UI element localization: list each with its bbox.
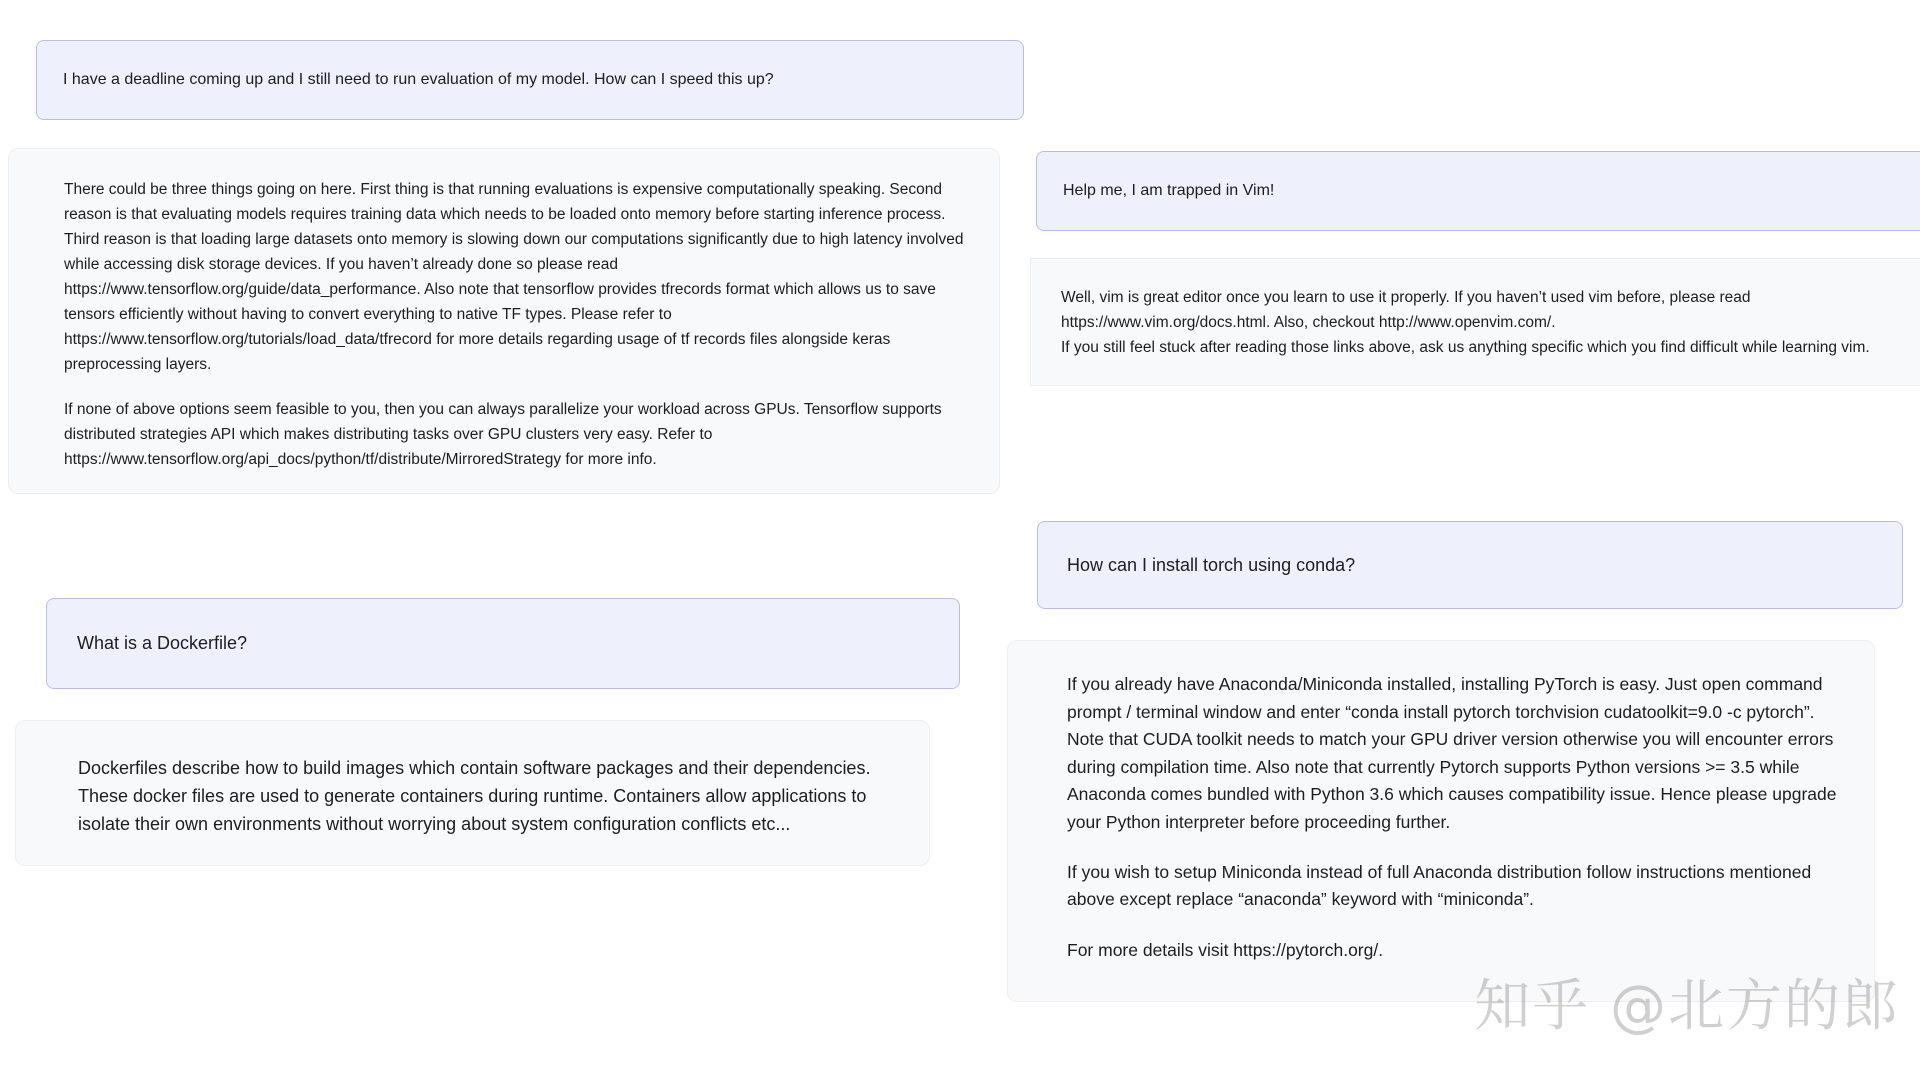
answer-line-1 <box>1061 285 1900 335</box>
answer-text: Dockerfiles describe how to build images which contain software packages and their dependencies. These docker files are used to generate containers during runtime. Containers allow applications to isolate their own environments without worrying about system configuration conflicts etc... <box>78 758 871 834</box>
answer-text: . <box>1378 939 1384 960</box>
answer-paragraph-1: If you already have Anaconda/Miniconda installed, installing PyTorch is easy. Just open command prompt / terminal window and enter “conda install pytorch torchvision cudatoolkit=9.0 -c pytorch”. Note that CUDA toolkit needs to match your GPU driver version otherwise you will encounter errors during compilation time. Also note that currently Pytorch supports Python versions >= 3.5 while Anaconda comes bundled with Python 3.6 which causes compatibility issue. Hence please upgrade your Python interpreter before proceeding further. <box>1067 674 1837 832</box>
question-text: What is a Dockerfile? <box>77 633 248 653</box>
question-text: How can I install torch using conda? <box>1067 554 1356 575</box>
assistant-answer-install-torch-conda <box>1007 640 1875 1002</box>
assistant-answer-trapped-in-vim <box>1030 258 1920 386</box>
answer-paragraph-2 <box>64 397 971 472</box>
question-text: Help me, I am trapped in Vim! <box>1063 182 1275 199</box>
answer-text: There could be three things going on here. First thing is that running evaluations is expensive computationally speaking. Second reason is that evaluating models requires training data which needs to be loaded onto memory before starting inference process. Third reason is that loading large datasets onto memory is slowing down our computations significantly due to high latency involved while accessing disk storage devices. If you haven’t already done so please read <box>64 181 964 273</box>
assistant-answer-dockerfile <box>15 720 930 866</box>
answer-line-2: If you still feel stuck after reading those links above, ask us anything specific which you find difficult while learning vim. <box>1061 339 1870 356</box>
paragraph-gap <box>1067 914 1844 937</box>
user-question-speed-up-evaluation <box>36 40 1024 120</box>
link-vim-docs[interactable]: https://www.vim.org/docs.html <box>1061 314 1267 331</box>
answer-text: . <box>1551 314 1556 331</box>
link-pytorch[interactable]: https://pytorch.org/ <box>1233 939 1379 960</box>
link-tensorflow-tfrecord[interactable]: https://www.tensorflow.org/tutorials/load_data/tfrecord <box>64 331 432 348</box>
paragraph-gap <box>64 377 971 397</box>
link-tensorflow-mirrored-strategy[interactable]: https://www.tensorflow.org/api_docs/python/tf/distribute/MirroredStrategy <box>64 451 562 469</box>
link-tensorflow-data-performance[interactable]: https://www.tensorflow.org/guide/data_performance <box>64 281 417 298</box>
watermark: 知乎 @北方的郎 <box>1474 974 1900 1039</box>
user-question-trapped-in-vim <box>1036 151 1920 231</box>
answer-text: For more details visit <box>1067 939 1234 960</box>
answer-text: . Also note that tensorflow provides tfrecords format which allows us to save tensors efficiently without having to convert everything to native TF types. Please refer to <box>64 281 936 323</box>
answer-paragraph-3 <box>1067 937 1844 965</box>
user-question-install-torch-conda <box>1037 521 1903 609</box>
answer-text: for more details regarding usage of tf records files alongside keras preprocessing layers. <box>64 331 891 373</box>
user-question-dockerfile <box>46 598 960 689</box>
question-text: I have a deadline coming up and I still need to run evaluation of my model. How can I speed this up? <box>63 71 774 88</box>
answer-text: Well, vim is great editor once you learn to use it properly. If you haven’t used vim before, please read <box>1061 289 1751 306</box>
paragraph-gap <box>1067 836 1844 859</box>
answer-text: . Also, checkout <box>1266 314 1379 331</box>
link-openvim[interactable]: http://www.openvim.com/ <box>1378 314 1552 331</box>
answer-paragraph-2: If you wish to setup Miniconda instead of full Anaconda distribution follow instructions mentioned above except replace “anaconda” keyword with “miniconda”. <box>1067 861 1812 910</box>
answer-paragraph-1 <box>64 177 971 377</box>
answer-text: for more info. <box>561 451 657 469</box>
assistant-answer-speed-up-evaluation <box>8 148 1000 494</box>
answer-text: If none of above options seem feasible to you, then you can always parallelize your workload across GPUs. Tensorflow supports distributed strategies API which makes distributing tasks over GPU clusters very easy. Refer to <box>64 401 942 444</box>
